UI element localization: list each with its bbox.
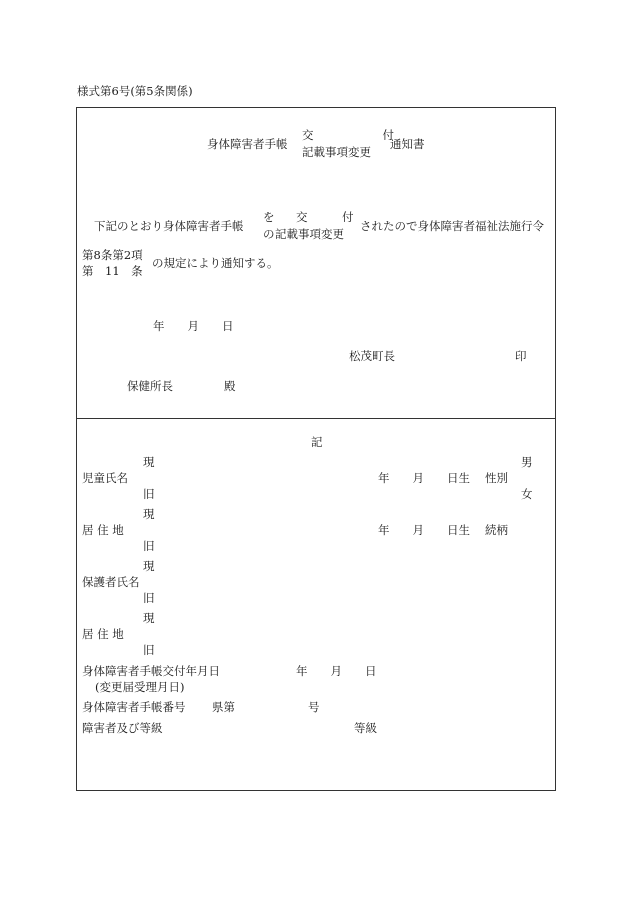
guardian-address-former-mark: 旧 [143, 643, 155, 657]
record-heading: 記 [311, 435, 323, 449]
child-address-current-mark: 現 [143, 507, 155, 521]
prefecture-number-prefix: 県第 [212, 700, 235, 714]
issue-date-label: 身体障害者手帳交付年月日 [82, 664, 220, 678]
child-name-label: 児童氏名 [82, 471, 128, 485]
child-birth-date: 年 月 日生 [378, 471, 470, 485]
issuer-title: 松茂町長 [349, 349, 395, 363]
book-number-label: 身体障害者手帳番号 [82, 700, 186, 714]
sex-female: 女 [521, 487, 533, 501]
change-receipt-label: (変更届受理月日) [95, 680, 185, 694]
body-option-issue: 交 付 [296, 210, 354, 224]
child-address-former-mark: 旧 [143, 539, 155, 553]
notice-date: 年 月 日 [153, 319, 234, 333]
article-option-2: 第 11 条 [82, 264, 143, 278]
guardian-name-label: 保護者氏名 [82, 575, 140, 589]
title-option-change: 記載事項変更 [302, 145, 371, 159]
body-line2-suffix: の規定により通知する。 [152, 256, 279, 270]
title-prefix: 身体障害者手帳 [207, 137, 288, 151]
guardian-birth-date: 年 月 日生 [378, 523, 470, 537]
body-option-change: 記載事項変更 [275, 227, 344, 241]
child-name-former-mark: 旧 [143, 487, 155, 501]
addressee-honorific: 殿 [224, 379, 236, 393]
disability-label: 障害者及び等級 [82, 721, 163, 735]
child-name-current-mark: 現 [143, 455, 155, 469]
guardian-name-current-mark: 現 [143, 559, 155, 573]
child-address-label: 居 住 地 [82, 523, 124, 537]
form-number: 様式第6号(第5条関係) [77, 84, 193, 98]
title-option-issue: 交 付 [302, 128, 394, 142]
guardian-name-former-mark: 旧 [143, 591, 155, 605]
body-line1-prefix: 下記のとおり身体障害者手帳 [94, 219, 244, 233]
number-suffix: 号 [308, 700, 320, 714]
seal-mark: 印 [515, 349, 527, 363]
body-option-no: の [263, 227, 275, 241]
title-suffix: 通知書 [390, 137, 425, 151]
relation-label: 続柄 [485, 523, 508, 537]
sex-male: 男 [521, 455, 533, 469]
article-option-1: 第8条第2項 [82, 248, 143, 262]
sex-label: 性別 [485, 471, 508, 485]
body-option-wo: を [263, 210, 275, 224]
addressee-name: 保健所長 [127, 379, 173, 393]
guardian-address-label: 居 住 地 [82, 627, 124, 641]
guardian-address-current-mark: 現 [143, 611, 155, 625]
body-line1-suffix: されたので身体障害者福祉法施行令 [360, 219, 544, 233]
grade-label: 等級 [354, 721, 377, 735]
issue-date-value: 年 月 日 [296, 664, 377, 678]
